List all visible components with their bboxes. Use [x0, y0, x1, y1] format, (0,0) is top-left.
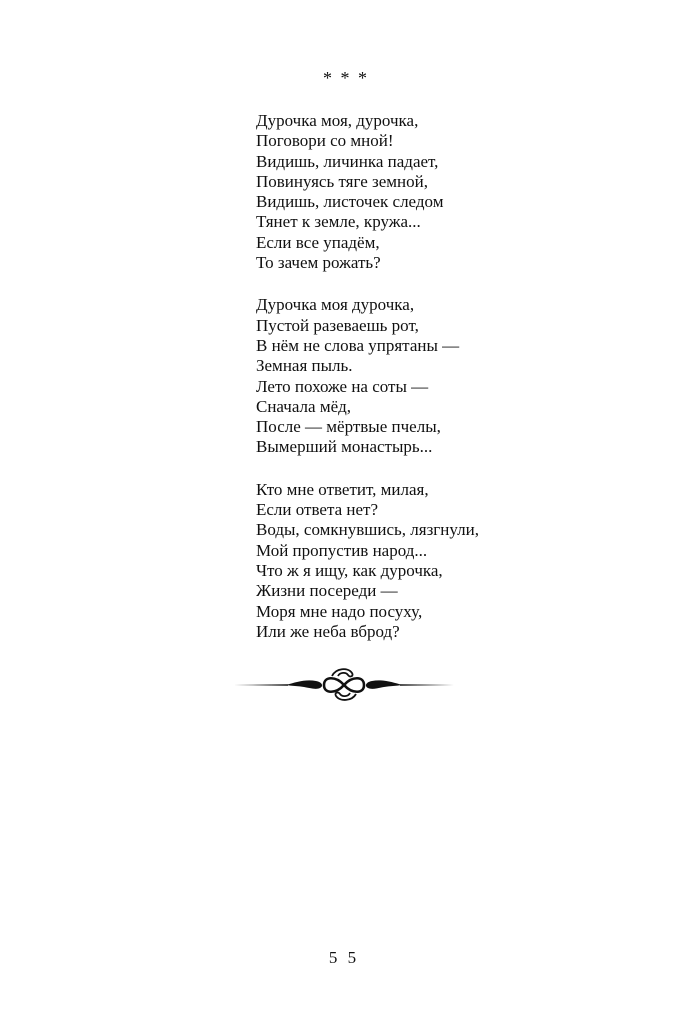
section-asterisks: * * * [323, 68, 369, 88]
poem-line: Что ж я ищу, как дурочка, [256, 560, 443, 580]
poem-line: Вымерший монастырь... [256, 437, 433, 457]
poem [256, 111, 676, 664]
poem-line: Видишь, листочек следом [256, 192, 444, 212]
poem-line: Видишь, личинка падает, [256, 151, 439, 171]
poem-line: Кто мне ответит, милая, [256, 479, 429, 499]
stanza-2 [256, 295, 676, 457]
poem-line: Если все упадём, [256, 232, 380, 252]
stanza-3 [256, 480, 676, 642]
poem-line: Жизни посереди — [256, 581, 398, 601]
poem-line: Тянет к земле, кружа... [256, 212, 421, 232]
poem-line: То зачем рожать? [256, 253, 381, 273]
flourish-divider-icon [232, 664, 456, 704]
poem-line: Поговори со мной! [256, 131, 394, 151]
poem-line: Воды, сомкнувшись, лязгнули, [256, 520, 479, 540]
poem-line: После — мёртвые пчелы, [256, 417, 441, 437]
poem-line: Лето похоже на соты — [256, 376, 429, 396]
poem-line: Повинуясь тяге земной, [256, 171, 428, 191]
poem-line: Если ответа нет? [256, 500, 378, 520]
poem-line: Или же неба вброд? [256, 621, 400, 641]
poem-line: Дурочка моя, дурочка, [256, 111, 419, 130]
stanza-1 [256, 111, 676, 273]
poem-line: Дурочка моя дурочка, [256, 295, 415, 315]
poem-line: Земная пыль. [256, 356, 353, 376]
poem-line: Пустой разеваешь рот, [256, 315, 419, 335]
poem-line: Мой пропустив народ... [256, 540, 428, 560]
page-number: 5 5 [328, 948, 360, 967]
poem-line: Сначала мёд, [256, 396, 352, 416]
poem-line: В нём не слова упрятаны — [256, 335, 460, 355]
poem-line: Моря мне надо посуху, [256, 601, 423, 621]
